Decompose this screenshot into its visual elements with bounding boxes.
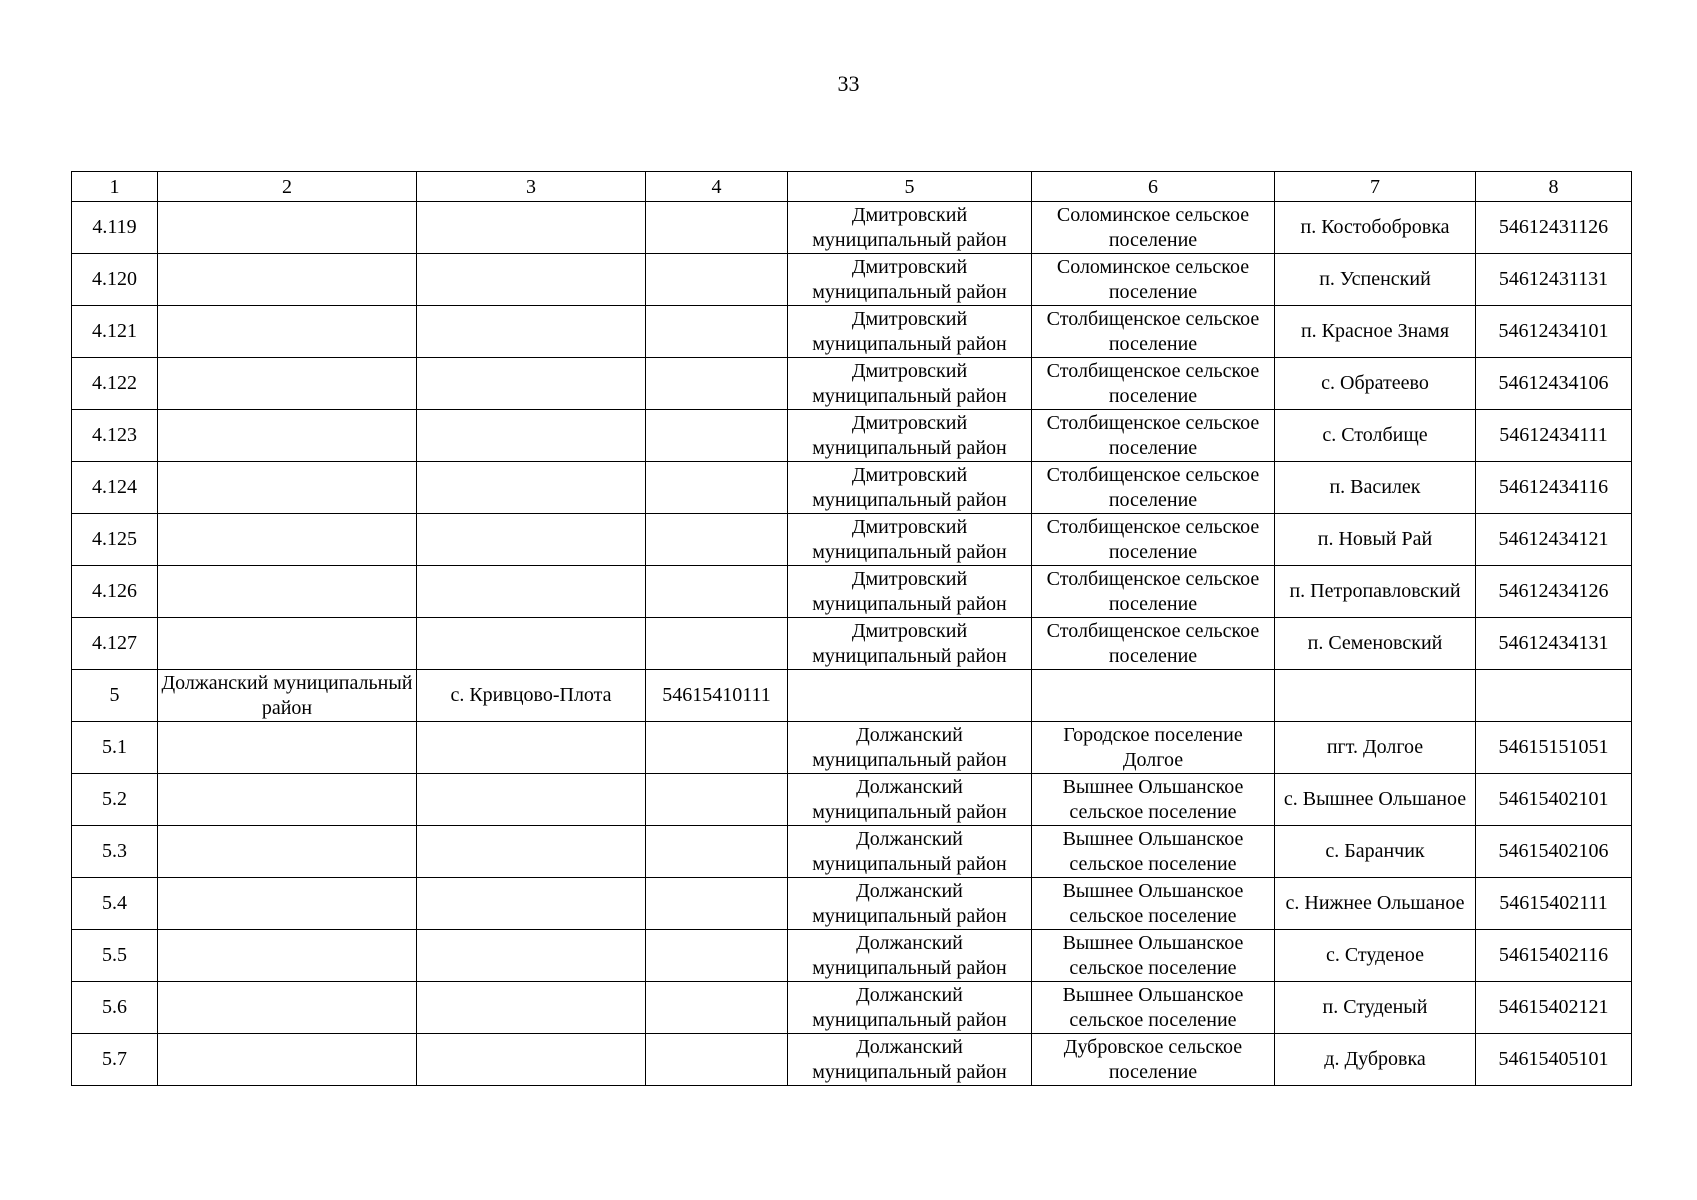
district-cell xyxy=(158,1034,417,1086)
row-number-cell-text: 5.2 xyxy=(102,788,127,810)
municipal-district-cell xyxy=(788,982,1032,1034)
table-row xyxy=(72,462,1632,514)
municipal-district-cell xyxy=(788,722,1032,774)
row-number-cell-text: 4.122 xyxy=(92,372,137,394)
oktmo-code-cell xyxy=(1476,306,1632,358)
table-row xyxy=(72,254,1632,306)
code-cell xyxy=(646,774,788,826)
row-number-cell xyxy=(72,410,158,462)
settlement-cell-text: Столбищенское сельское поселение xyxy=(1046,463,1260,511)
column-header-2: 2 xyxy=(158,172,417,202)
locality-cell xyxy=(1275,254,1476,306)
settlement-cell-text: Дубровское сельское поселение xyxy=(1063,1035,1243,1083)
locality-cell xyxy=(1275,722,1476,774)
row-number-cell-text: 4.125 xyxy=(92,528,137,550)
locality-cell xyxy=(1275,618,1476,670)
locality-cell xyxy=(1275,514,1476,566)
center-cell xyxy=(417,566,646,618)
district-cell xyxy=(158,254,417,306)
district-cell xyxy=(158,306,417,358)
municipal-district-cell xyxy=(788,826,1032,878)
locality-cell xyxy=(1275,202,1476,254)
municipal-district-cell-text: Должанский муниципальный район xyxy=(812,931,1007,979)
municipal-district-cell-text: Дмитровский муниципальный район xyxy=(812,307,1007,355)
row-number-cell xyxy=(72,982,158,1034)
row-number-cell-text: 4.127 xyxy=(92,632,137,654)
oktmo-code-cell-text: 54612434106 xyxy=(1498,372,1609,394)
municipal-district-cell xyxy=(788,462,1032,514)
code-cell xyxy=(646,1034,788,1086)
locality-cell-text: с. Нижнее Ольшаное xyxy=(1285,892,1465,914)
oktmo-code-cell xyxy=(1476,618,1632,670)
oktmo-code-cell xyxy=(1476,774,1632,826)
locality-cell-text: с. Студеное xyxy=(1325,944,1425,966)
locality-cell xyxy=(1275,930,1476,982)
district-cell xyxy=(158,410,417,462)
table-row xyxy=(72,722,1632,774)
settlement-cell xyxy=(1032,306,1275,358)
code-cell xyxy=(646,878,788,930)
code-cell xyxy=(646,566,788,618)
center-cell-text: с. Кривцово-Плота xyxy=(450,684,612,706)
oktmo-code-cell-text: 54615402106 xyxy=(1498,840,1609,862)
row-number-cell xyxy=(72,722,158,774)
row-number-cell-text: 4.119 xyxy=(92,216,137,238)
settlement-cell-text: Столбищенское сельское поселение xyxy=(1046,619,1260,667)
center-cell xyxy=(417,982,646,1034)
code-cell xyxy=(646,202,788,254)
settlement-cell xyxy=(1032,774,1275,826)
row-number-cell-text: 5.3 xyxy=(102,840,127,862)
center-cell xyxy=(417,202,646,254)
district-cell xyxy=(158,618,417,670)
oktmo-code-cell xyxy=(1476,878,1632,930)
row-number-cell xyxy=(72,670,158,722)
center-cell xyxy=(417,930,646,982)
settlement-cell xyxy=(1032,358,1275,410)
settlement-cell-text: Столбищенское сельское поселение xyxy=(1046,515,1260,563)
settlement-cell xyxy=(1032,202,1275,254)
row-number-cell xyxy=(72,514,158,566)
locality-cell-text: с. Обратеево xyxy=(1321,372,1429,394)
center-cell xyxy=(417,1034,646,1086)
municipal-district-cell xyxy=(788,1034,1032,1086)
locality-cell xyxy=(1275,462,1476,514)
locality-cell-text: п. Студеный xyxy=(1322,996,1428,1018)
row-number-cell xyxy=(72,930,158,982)
code-cell xyxy=(646,358,788,410)
center-cell xyxy=(417,826,646,878)
center-cell xyxy=(417,358,646,410)
oktmo-code-cell xyxy=(1476,930,1632,982)
municipal-district-cell-text: Должанский муниципальный район xyxy=(812,775,1007,823)
district-cell xyxy=(158,930,417,982)
settlement-cell-text: Столбищенское сельское поселение xyxy=(1046,567,1260,615)
municipal-district-cell-text: Дмитровский муниципальный район xyxy=(812,411,1007,459)
row-number-cell xyxy=(72,358,158,410)
settlement-cell xyxy=(1032,254,1275,306)
settlement-cell xyxy=(1032,878,1275,930)
oktmo-code-cell xyxy=(1476,670,1632,722)
municipal-district-cell xyxy=(788,358,1032,410)
oktmo-code-cell xyxy=(1476,826,1632,878)
table-body xyxy=(72,202,1632,1086)
code-cell xyxy=(646,826,788,878)
district-cell-text: Должанский муниципальный район xyxy=(161,671,413,719)
center-cell xyxy=(417,514,646,566)
center-cell xyxy=(417,462,646,514)
locality-cell-text: д. Дубровка xyxy=(1324,1048,1426,1070)
oktmo-code-cell xyxy=(1476,410,1632,462)
table-header xyxy=(72,172,1632,202)
table-row xyxy=(72,1034,1632,1086)
code-cell xyxy=(646,462,788,514)
row-number-cell-text: 5.5 xyxy=(102,944,127,966)
district-cell xyxy=(158,982,417,1034)
oktmo-code-cell xyxy=(1476,722,1632,774)
center-cell xyxy=(417,410,646,462)
code-cell xyxy=(646,722,788,774)
municipal-district-cell xyxy=(788,930,1032,982)
row-number-cell xyxy=(72,878,158,930)
oktmo-code-cell-text: 54615405101 xyxy=(1498,1048,1609,1070)
locality-cell xyxy=(1275,670,1476,722)
row-number-cell xyxy=(72,774,158,826)
settlement-cell xyxy=(1032,982,1275,1034)
settlement-cell-text: Вышнее Ольшанское сельское поселение xyxy=(1062,931,1244,979)
row-number-cell xyxy=(72,254,158,306)
oktmo-code-cell xyxy=(1476,202,1632,254)
settlement-cell-text: Вышнее Ольшанское сельское поселение xyxy=(1062,879,1244,927)
code-cell-text: 54615410111 xyxy=(662,684,771,706)
district-cell xyxy=(158,878,417,930)
center-cell xyxy=(417,774,646,826)
municipal-district-cell-text: Должанский муниципальный район xyxy=(812,827,1007,875)
district-cell xyxy=(158,774,417,826)
oktmo-code-cell xyxy=(1476,254,1632,306)
municipal-district-cell-text: Дмитровский муниципальный район xyxy=(812,255,1007,303)
table-row xyxy=(72,930,1632,982)
settlements-table xyxy=(71,171,1632,1086)
row-number-cell xyxy=(72,306,158,358)
row-number-cell xyxy=(72,202,158,254)
settlement-cell-text: Городское поселение Долгое xyxy=(1063,723,1243,771)
column-header-6: 6 xyxy=(1032,172,1275,202)
code-cell xyxy=(646,514,788,566)
locality-cell xyxy=(1275,878,1476,930)
locality-cell-text: п. Новый Рай xyxy=(1317,528,1433,550)
center-cell xyxy=(417,254,646,306)
column-header-1: 1 xyxy=(72,172,158,202)
settlement-cell-text: Столбищенское сельское поселение xyxy=(1046,359,1260,407)
municipal-district-cell xyxy=(788,566,1032,618)
settlement-cell-text: Вышнее Ольшанское сельское поселение xyxy=(1062,983,1244,1031)
table-row xyxy=(72,358,1632,410)
table-row xyxy=(72,566,1632,618)
center-cell xyxy=(417,670,646,722)
locality-cell-text: п. Василек xyxy=(1329,476,1421,498)
municipal-district-cell xyxy=(788,410,1032,462)
locality-cell-text: п. Успенский xyxy=(1319,268,1431,290)
settlement-cell xyxy=(1032,722,1275,774)
locality-cell xyxy=(1275,306,1476,358)
municipal-district-cell xyxy=(788,254,1032,306)
oktmo-code-cell-text: 54615402111 xyxy=(1499,892,1608,914)
locality-cell xyxy=(1275,1034,1476,1086)
locality-cell-text: п. Красное Знамя xyxy=(1300,320,1450,342)
oktmo-code-cell xyxy=(1476,982,1632,1034)
row-number-cell-text: 4.123 xyxy=(92,424,137,446)
municipal-district-cell xyxy=(788,306,1032,358)
table-row xyxy=(72,774,1632,826)
locality-cell xyxy=(1275,410,1476,462)
settlement-cell xyxy=(1032,930,1275,982)
municipal-district-cell xyxy=(788,514,1032,566)
oktmo-code-cell xyxy=(1476,566,1632,618)
locality-cell xyxy=(1275,566,1476,618)
code-cell xyxy=(646,670,788,722)
settlement-cell xyxy=(1032,1034,1275,1086)
table-row xyxy=(72,982,1632,1034)
municipal-district-cell xyxy=(788,774,1032,826)
row-number-cell-text: 4.124 xyxy=(92,476,137,498)
table-row xyxy=(72,202,1632,254)
municipal-district-cell-text: Дмитровский муниципальный район xyxy=(812,203,1007,251)
municipal-district-cell xyxy=(788,618,1032,670)
row-number-cell xyxy=(72,1034,158,1086)
municipal-district-cell-text: Должанский муниципальный район xyxy=(812,983,1007,1031)
column-header-3: 3 xyxy=(417,172,646,202)
table-row xyxy=(72,878,1632,930)
row-number-cell-text: 5 xyxy=(109,684,120,706)
row-number-cell-text: 5.6 xyxy=(102,996,127,1018)
district-cell xyxy=(158,462,417,514)
settlement-cell-text: Столбищенское сельское поселение xyxy=(1046,307,1260,355)
settlement-cell xyxy=(1032,826,1275,878)
settlement-cell-text: Соломинское сельское поселение xyxy=(1056,203,1250,251)
oktmo-code-cell-text: 54615402101 xyxy=(1498,788,1609,810)
row-number-cell-text: 5.4 xyxy=(102,892,127,914)
oktmo-code-cell xyxy=(1476,1034,1632,1086)
code-cell xyxy=(646,254,788,306)
municipal-district-cell xyxy=(788,202,1032,254)
settlement-cell xyxy=(1032,410,1275,462)
locality-cell xyxy=(1275,358,1476,410)
column-header-7: 7 xyxy=(1275,172,1476,202)
header-row xyxy=(72,172,1632,202)
locality-cell-text: с. Баранчик xyxy=(1325,840,1425,862)
municipal-district-cell-text: Должанский муниципальный район xyxy=(812,879,1007,927)
locality-cell xyxy=(1275,826,1476,878)
settlement-cell-text: Вышнее Ольшанское сельское поселение xyxy=(1062,775,1244,823)
locality-cell-text: с. Вышнее Ольшаное xyxy=(1283,788,1467,810)
center-cell xyxy=(417,722,646,774)
district-cell xyxy=(158,202,417,254)
settlement-cell xyxy=(1032,618,1275,670)
row-number-cell-text: 4.126 xyxy=(92,580,137,602)
row-number-cell xyxy=(72,566,158,618)
column-header-4: 4 xyxy=(646,172,788,202)
code-cell xyxy=(646,930,788,982)
table-row xyxy=(72,306,1632,358)
settlement-cell-text: Вышнее Ольшанское сельское поселение xyxy=(1062,827,1244,875)
municipal-district-cell xyxy=(788,670,1032,722)
district-cell xyxy=(158,514,417,566)
row-number-cell xyxy=(72,462,158,514)
oktmo-code-cell-text: 54615402116 xyxy=(1498,944,1609,966)
district-cell xyxy=(158,358,417,410)
municipal-district-cell-text: Дмитровский муниципальный район xyxy=(812,619,1007,667)
code-cell xyxy=(646,618,788,670)
row-number-cell xyxy=(72,618,158,670)
municipal-district-cell-text: Дмитровский муниципальный район xyxy=(812,567,1007,615)
row-number-cell-text: 4.121 xyxy=(92,320,137,342)
oktmo-code-cell-text: 54612431131 xyxy=(1498,268,1609,290)
district-cell xyxy=(158,566,417,618)
oktmo-code-cell xyxy=(1476,358,1632,410)
settlement-cell xyxy=(1032,462,1275,514)
municipal-district-cell xyxy=(788,878,1032,930)
locality-cell xyxy=(1275,982,1476,1034)
municipal-district-cell-text: Должанский муниципальный район xyxy=(812,723,1007,771)
row-number-cell-text: 4.120 xyxy=(92,268,137,290)
settlement-cell-text: Соломинское сельское поселение xyxy=(1056,255,1250,303)
table-row xyxy=(72,410,1632,462)
district-cell xyxy=(158,826,417,878)
oktmo-code-cell-text: 54612434101 xyxy=(1498,320,1609,342)
table-row xyxy=(72,826,1632,878)
settlement-cell xyxy=(1032,670,1275,722)
code-cell xyxy=(646,410,788,462)
district-cell xyxy=(158,722,417,774)
page-number: 33 xyxy=(837,71,860,96)
settlement-cell xyxy=(1032,566,1275,618)
center-cell xyxy=(417,618,646,670)
oktmo-code-cell xyxy=(1476,514,1632,566)
locality-cell-text: пгт. Долгое xyxy=(1326,736,1424,758)
oktmo-code-cell-text: 54615151051 xyxy=(1498,736,1609,758)
settlement-cell-text: Столбищенское сельское поселение xyxy=(1046,411,1260,459)
oktmo-code-cell xyxy=(1476,462,1632,514)
municipal-district-cell-text: Дмитровский муниципальный район xyxy=(812,515,1007,563)
municipal-district-cell-text: Дмитровский муниципальный район xyxy=(812,359,1007,407)
municipal-district-cell-text: Дмитровский муниципальный район xyxy=(812,463,1007,511)
column-header-5: 5 xyxy=(788,172,1032,202)
column-header-8: 8 xyxy=(1476,172,1632,202)
table-row xyxy=(72,514,1632,566)
oktmo-code-cell-text: 54612434111 xyxy=(1499,424,1608,446)
oktmo-code-cell-text: 54612434126 xyxy=(1498,580,1609,602)
row-number-cell-text: 5.1 xyxy=(102,736,127,758)
district-cell xyxy=(158,670,417,722)
row-number-cell-text: 5.7 xyxy=(102,1048,127,1070)
center-cell xyxy=(417,878,646,930)
table-row xyxy=(72,618,1632,670)
oktmo-code-cell-text: 54612434131 xyxy=(1498,632,1609,654)
settlement-cell xyxy=(1032,514,1275,566)
code-cell xyxy=(646,982,788,1034)
oktmo-code-cell-text: 54612434116 xyxy=(1498,476,1609,498)
locality-cell xyxy=(1275,774,1476,826)
locality-cell-text: с. Столбище xyxy=(1322,424,1428,446)
table-row xyxy=(72,670,1632,722)
oktmo-code-cell-text: 54612434121 xyxy=(1498,528,1609,550)
oktmo-code-cell-text: 54612431126 xyxy=(1498,216,1609,238)
locality-cell-text: п. Семеновский xyxy=(1307,632,1443,654)
center-cell xyxy=(417,306,646,358)
row-number-cell xyxy=(72,826,158,878)
oktmo-code-cell-text: 54615402121 xyxy=(1498,996,1609,1018)
code-cell xyxy=(646,306,788,358)
municipal-district-cell-text: Должанский муниципальный район xyxy=(812,1035,1007,1083)
locality-cell-text: п. Петропавловский xyxy=(1289,580,1461,602)
locality-cell-text: п. Костобобровка xyxy=(1300,216,1450,238)
